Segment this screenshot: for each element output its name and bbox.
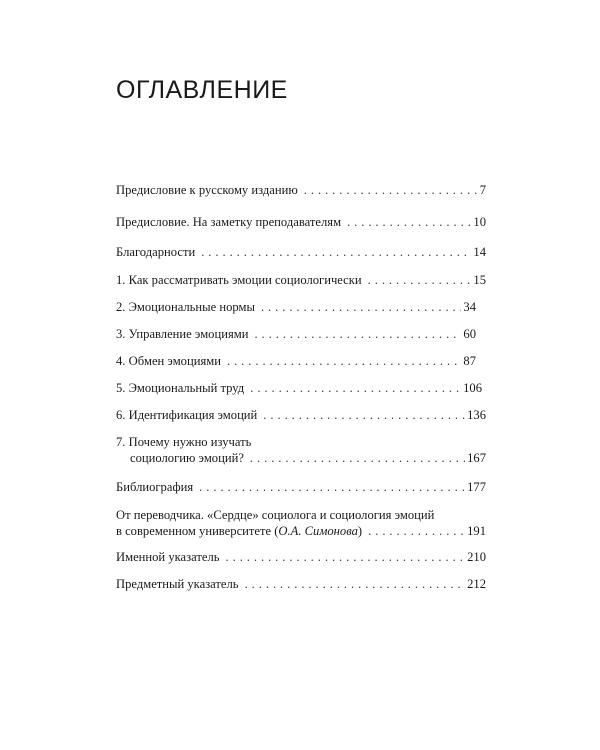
toc-entry-name-index[interactable] [116,549,486,565]
toc-entry-chapter-5[interactable] [116,380,482,396]
page-title: ОГЛАВЛЕНИЕ [116,76,288,104]
toc-entry-chapter-4[interactable] [116,353,476,369]
toc-entry-page: 15 [473,273,486,287]
toc-entry-title: Именной указатель [116,550,220,564]
toc-entry-page: 34 [463,300,476,314]
toc-entry-title: Библиография [116,480,194,494]
toc-entry-page: 10 [473,215,486,229]
toc-entry-chapter-6[interactable] [116,407,486,423]
toc-entry-page: 191 [467,524,486,538]
dot-leader [254,326,461,342]
toc-entry-title: 3. Управление эмоциями [116,327,249,341]
dot-leader [250,380,461,396]
toc-entry-line2 [116,450,486,466]
toc-entry-title: 6. Идентификация эмоций [116,408,258,422]
toc-entry-title: Благодарности [116,245,196,259]
toc-entry-page: 210 [467,550,486,564]
toc-entry-subject-index[interactable] [116,576,486,592]
toc-entry-title: Предисловие к русскому изданию [116,183,298,197]
dot-leader [201,244,471,260]
toc-entry-title: 1. Как рассматривать эмоции социологически [116,273,362,287]
dot-leader [250,450,465,466]
toc-entry-chapter-3[interactable] [116,326,476,342]
dot-leader [304,182,478,198]
dot-leader [368,523,465,539]
toc-entry-page: 106 [463,381,482,395]
toc-entry-title-line1: От переводчика. «Сердце» социолога и социология эмоций [116,508,435,522]
toc-entry-chapter-7[interactable] [116,434,486,466]
dot-leader [347,214,471,230]
toc-entry-title: 4. Обмен эмоциями [116,354,221,368]
dot-leader [261,299,461,315]
toc-entry-chapter-1[interactable] [116,272,486,288]
toc-entry-page: 136 [467,408,486,422]
toc-entry-title: 5. Эмоциональный труд [116,381,245,395]
toc-entry-page: 212 [467,577,486,591]
dot-leader [245,576,466,592]
dot-leader [263,407,465,423]
toc-entry-page: 167 [467,451,486,465]
toc-entry-title-line2: социологию эмоций? [130,451,244,465]
dot-leader [368,272,472,288]
toc-entry-bibliography[interactable] [116,479,486,495]
toc-entry-title-line2: в современном университете (О.А. Симонова) [116,524,363,538]
toc-entry-page: 60 [463,327,476,341]
toc-entry-acknowledgements[interactable] [116,244,486,260]
toc-entry-page: 87 [463,354,476,368]
toc-entry-page: 14 [473,245,486,259]
toc-entry-title: Предисловие. На заметку преподавателям [116,215,342,229]
dot-leader [227,353,461,369]
toc-entry-title-line1: 7. Почему нужно изучать [116,435,252,449]
toc-entry-author: О.А. Симонова [278,524,358,538]
toc-entry-preface-russian[interactable] [116,182,486,198]
dot-leader [226,549,466,565]
toc-entry-page: 7 [479,183,486,197]
toc-entry-translator-note[interactable] [116,507,486,539]
toc-entry-title: 2. Эмоциональные нормы [116,300,255,314]
dot-leader [199,479,465,495]
toc-entry-line2 [116,523,486,539]
toc-entry-page: 177 [467,480,486,494]
toc-entry-chapter-2[interactable] [116,299,476,315]
toc-entry-title: Предметный указатель [116,577,239,591]
toc-entry-preface-teachers[interactable] [116,214,486,230]
